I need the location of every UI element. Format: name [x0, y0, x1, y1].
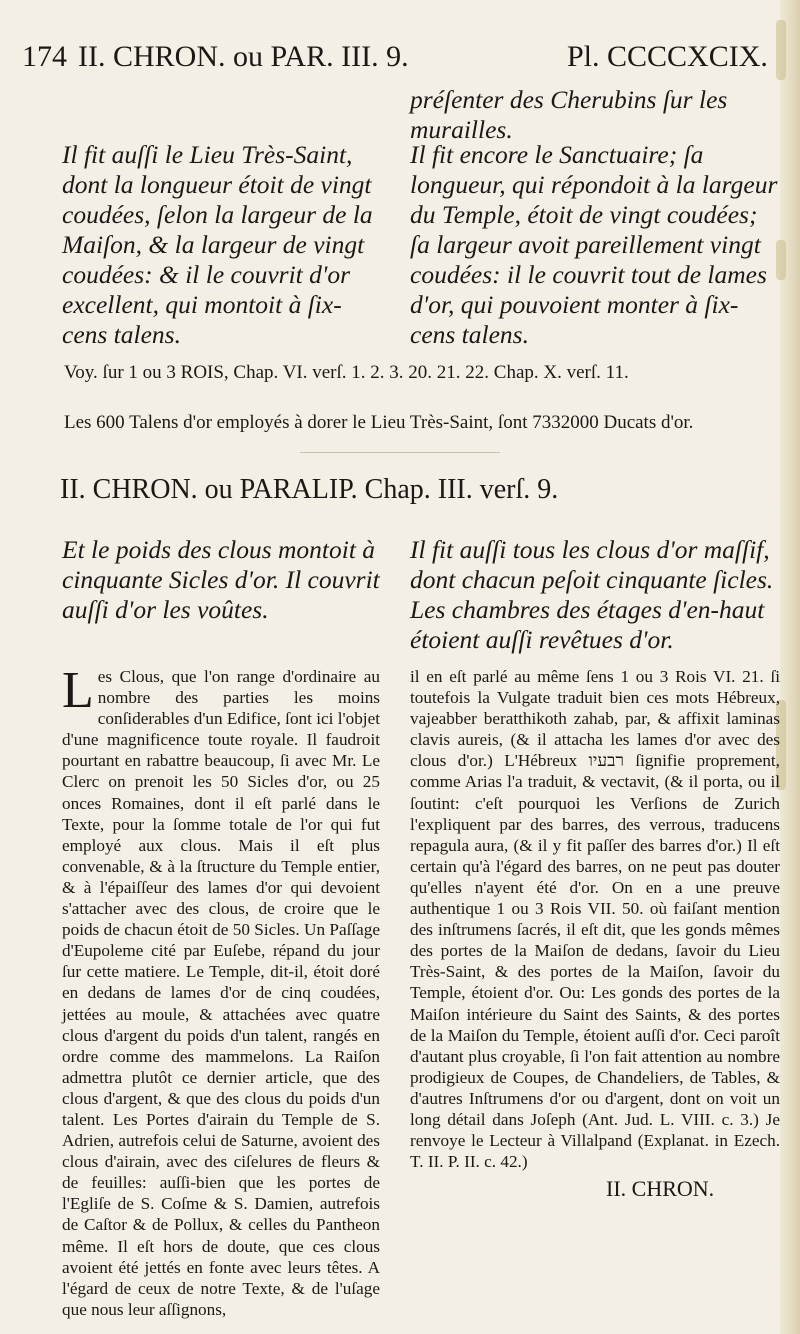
page-edge	[780, 0, 800, 1334]
catchword: II. CHRON.	[606, 1176, 715, 1201]
drop-cap: L	[62, 662, 94, 719]
running-title: II. CHRON. ou PAR. III. 9.	[78, 40, 409, 73]
conversion-note: Les 600 Talens d'or employés à dorer le Lieu Très-Saint, ſont 7332000 Ducats d'or.	[64, 412, 694, 433]
reference-line: Voy. ſur 1 ou 3 ROIS, Chap. VI. verſ. 1. 2. 3. 20. 21. 22. Chap. X. verſ. 11.	[64, 362, 629, 383]
running-header	[22, 40, 782, 80]
verse-right-column: Il fit encore le Sanctuaire; ſa longueur, qui répondoit à la largeur du Temple, étoit de vingt coudées; ſa largeur avoit pareillement vingt coudées: il le couvrit tout de lames d'or, qui pouvoient monter à ſix-cens talens.	[410, 140, 778, 349]
commentary-right	[410, 666, 780, 1172]
page-number: 174	[22, 40, 67, 73]
commentary-left-text: es Clous, que l'on range d'ordinaire au nombre des parties les moins conſiderables d'un Edifice, ſont ici l'objet d'une magnificence toute royale. Il faudroit pourtant en rabattre beaucoup, ſi avec Mr. Le Clerc on prenoit les 50 Sicles d'or, ou 25 onces Romaines, dont il eſt parlé dans le Texte, pour la ſomme totale de l'or qui fut employé aux clous. Mais il eſt plus convenable, & à la ſtructure du Temple entier, & à l'épaiſſeur des lames d'or qui devoient s'attacher avec des clous, de croire que le poids de chacun étoit de 50 Sicles. Un Paſſage d'Eupoleme cité par Euſebe, répand du jour ſur cette matiere. Le Temple, dit-il, étoit doré en dedans de lames d'or de cinq coudées, jettées au moule, & attachées avec quatre clous d'argent du poids d'un talent, rangés en ordre comme des mammelons. La Raiſon admettra plutôt ce dernier article, que des clous d'argent, & que des clous du poids d'un talent. Les Portes d'airain du Temple de S. Adrien, autrefois celui de Saturne, avoient des clous d'airain, avec des ciſelures de fleurs & de feuilles: auſſi-bien que les portes de l'Egliſe de S. Coſme & S. Damien, autrefois de Caſtor & de Pollux, & celles du Pantheon même. Il eſt hors de doute, que ces clous avoient été jettés en fonte avec leurs têtes. A l'égard de ceux de notre Texte, & de l'uſage que nous leur aſſignons,	[62, 667, 380, 1319]
plate-number: Pl. CCCCXCIX.	[567, 40, 768, 73]
section-title: II. CHRON. ou PARALIP. Chap. III. verſ. 9.	[60, 474, 559, 505]
commentary-right-text: il en eſt parlé au même ſens 1 ou 3 Rois VI. 21. ſi toutefois la Vulgate traduit bien ces mots Hébreux, vajeabber beratthikoth zahab, par, & affixit laminas clavis aureis, (& il attacha les lames d'or avec des clous d'or.) L'Hébreux רבעיו ſignifie proprement, comme Arias l'a traduit, & vectavit, (& il porta, ou il ſoutint: c'eſt pourquoi les Verſions de Zurich l'expliquent par des barres, des verrous, traducens repagula aura, (& il y fit paſſer des barres d'or.) Il eſt certain qu'à l'égard des barres, on ne peut pas douter qu'elles n'ayent été d'or. On en a une preuve authentique 1 ou 3 Rois VII. 50. où faiſant mention des inſtrumens ſacrés, il eſt dit, que les gonds mêmes des portes de la Maiſon de dedans, ſavoir du Lieu Très-Saint, & des portes de la Maiſon, ſavoir du Temple, étoient d'or. Ou: Les gonds des portes de la Maiſon intérieure du Saint des Saints, & des portes de la Maiſon du Temple, étoient auſſi d'or. Ceci paroît d'autant plus croyable, ſi l'on fait attention au nombre prodigieux de Coupes, de Chandeliers, de Tables, & d'autres Inſtrumens d'or ou d'argent, dont on voit un long détail dans Joſeph (Ant. Jud. L. VIII. c. 3.) Je renvoye le Lecteur à Villalpand (Explanat. in Ezech. T. II. P. II. c. 42.)	[410, 667, 780, 1172]
commentary-left	[62, 662, 380, 1320]
divider	[300, 452, 500, 453]
verse-two-left: Et le poids des clous montoit à cinquante Sicles d'or. Il couvrit auſſi d'or les voûtes.	[62, 535, 380, 624]
verse-left-column: Il fit auſſi le Lieu Très-Saint, dont la longueur étoit de vingt coudées, ſelon la largeur de la Maiſon, & la largeur de vingt coudées: & il le couvrit d'or excellent, qui montoit à ſix-cens talens.	[62, 140, 373, 349]
verse-right-lead: préſenter des Cherubins ſur les murailles.	[410, 85, 728, 144]
verse-two-right: Il fit auſſi tous les clous d'or maſſif, dont chacun peſoit cinquante ſicles. Les chambres des étages d'en-haut étoient auſſi revêtues d'or.	[410, 535, 774, 654]
